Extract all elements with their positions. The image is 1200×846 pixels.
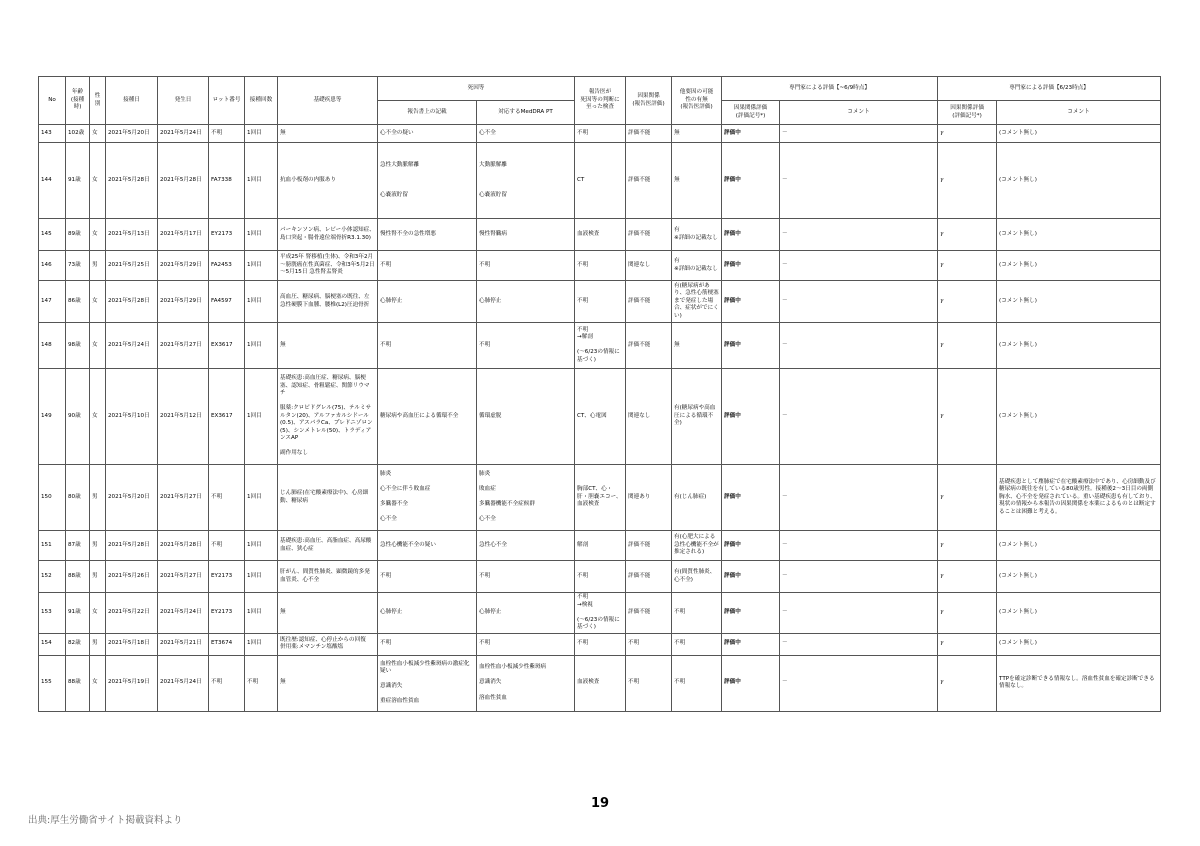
- row-sex: 女: [90, 219, 106, 251]
- row-cause-report: 心不全の疑い: [378, 125, 477, 143]
- row-dose: 不明: [245, 655, 278, 711]
- row-conditions: じん肺症(在宅酸素療法中)、心房細動、糖尿病: [278, 465, 378, 531]
- row-lot: EX3617: [209, 369, 245, 465]
- row-no: 154: [39, 633, 66, 655]
- row-conditions: 無: [278, 125, 378, 143]
- row-onset-date: 2021年5月29日: [158, 281, 209, 323]
- row-exam: 不明: [575, 561, 626, 593]
- row-expert1-comment: －: [780, 143, 938, 219]
- row-dose: 1回目: [245, 219, 278, 251]
- row-expert1-eval: 評価中: [722, 561, 780, 593]
- row-age: 73歳: [66, 251, 90, 281]
- row-lot: EY2173: [209, 593, 245, 634]
- row-cause-report: 肺炎 心不全に伴う敗血症 多臓器不全 心不全: [378, 465, 477, 531]
- row-expert2-eval: γ: [938, 323, 997, 369]
- row-onset-date: 2021年5月27日: [158, 561, 209, 593]
- row-sex: 女: [90, 143, 106, 219]
- row-expert1-comment: －: [780, 655, 938, 711]
- row-onset-date: 2021年5月24日: [158, 593, 209, 634]
- row-expert1-eval: 評価中: [722, 281, 780, 323]
- row-exam: 血液検査: [575, 655, 626, 711]
- row-no: 145: [39, 219, 66, 251]
- header-onset-date: 発生日: [158, 77, 209, 125]
- header-exam: 報告医が 死因等の判断に 至った検査: [575, 77, 626, 125]
- row-exam: 不明 →検視 (～6/23の情報に基づく): [575, 593, 626, 634]
- row-conditions: パーキンソン病、レビー小体認知症、島口突起・腸骨遠位端骨折R3.1.30): [278, 219, 378, 251]
- header-expert2-group: 専門家による評価【6/23時点】: [938, 77, 1161, 101]
- row-cause-report: 糖尿病や高血圧による循環不全: [378, 369, 477, 465]
- row-expert1-comment: －: [780, 465, 938, 531]
- table-row: [39, 561, 1161, 593]
- header-sex: 性別: [90, 77, 106, 125]
- row-expert2-comment: (コメント無し): [997, 251, 1161, 281]
- row-expert2-comment: (コメント無し): [997, 281, 1161, 323]
- row-onset-date: 2021年5月27日: [158, 323, 209, 369]
- row-other-cause: 不明: [672, 655, 722, 711]
- row-cause-report: 血栓性血小板減少性紫斑病の激症化疑い 意識消失 重症溶血性貧血: [378, 655, 477, 711]
- row-no: 146: [39, 251, 66, 281]
- row-no: 148: [39, 323, 66, 369]
- row-conditions: 無: [278, 593, 378, 634]
- row-cause-report: 不明: [378, 251, 477, 281]
- row-onset-date: 2021年5月27日: [158, 465, 209, 531]
- row-age: 82歳: [66, 633, 90, 655]
- row-lot: EY2173: [209, 561, 245, 593]
- row-vaccination-date: 2021年5月28日: [106, 281, 158, 323]
- row-sex: 女: [90, 593, 106, 634]
- row-expert1-eval: 評価中: [722, 633, 780, 655]
- row-vaccination-date: 2021年5月20日: [106, 465, 158, 531]
- row-expert1-eval: 評価中: [722, 465, 780, 531]
- header-other-cause: 他要因の可能 性の有無 (報告医評価): [672, 77, 722, 125]
- row-dose: 1回目: [245, 281, 278, 323]
- table-row: [39, 251, 1161, 281]
- row-cause-report: 不明: [378, 323, 477, 369]
- row-dose: 1回目: [245, 593, 278, 634]
- header-causality: 因果関係 (報告医評価): [626, 77, 672, 125]
- row-exam: CT、心電図: [575, 369, 626, 465]
- row-expert2-eval: γ: [938, 219, 997, 251]
- adverse-event-table: [38, 76, 1161, 712]
- row-other-cause: 無: [672, 125, 722, 143]
- row-expert1-eval: 評価中: [722, 219, 780, 251]
- row-no: 151: [39, 531, 66, 561]
- row-other-cause: 有(心肥大による急性心機能不全が推定される): [672, 531, 722, 561]
- row-expert1-comment: －: [780, 593, 938, 634]
- row-onset-date: 2021年5月24日: [158, 655, 209, 711]
- row-expert1-comment: －: [780, 219, 938, 251]
- row-sex: 女: [90, 323, 106, 369]
- row-lot: EY2173: [209, 219, 245, 251]
- row-expert2-eval: γ: [938, 633, 997, 655]
- row-expert2-comment: (コメント無し): [997, 369, 1161, 465]
- row-no: 144: [39, 143, 66, 219]
- row-expert2-eval: γ: [938, 655, 997, 711]
- row-causality: 関連あり: [626, 465, 672, 531]
- row-dose: 1回目: [245, 369, 278, 465]
- row-cause-meddra: 不明: [477, 251, 575, 281]
- row-expert1-comment: －: [780, 633, 938, 655]
- row-lot: 不明: [209, 531, 245, 561]
- row-no: 153: [39, 593, 66, 634]
- row-conditions: 既往歴:認知症、心停止からの回復 併用薬:メマンチン塩酸塩: [278, 633, 378, 655]
- row-exam: 不明: [575, 633, 626, 655]
- row-lot: FA4597: [209, 281, 245, 323]
- row-age: 86歳: [66, 281, 90, 323]
- row-age: 89歳: [66, 219, 90, 251]
- row-exam: CT: [575, 143, 626, 219]
- row-sex: 男: [90, 561, 106, 593]
- row-no: 155: [39, 655, 66, 711]
- table-row: [39, 369, 1161, 465]
- row-sex: 女: [90, 369, 106, 465]
- row-vaccination-date: 2021年5月20日: [106, 125, 158, 143]
- row-vaccination-date: 2021年5月25日: [106, 251, 158, 281]
- row-causality: 不明: [626, 655, 672, 711]
- row-vaccination-date: 2021年5月24日: [106, 323, 158, 369]
- row-cause-report: 心肺停止: [378, 281, 477, 323]
- row-expert1-comment: －: [780, 323, 938, 369]
- row-expert2-eval: γ: [938, 465, 997, 531]
- row-vaccination-date: 2021年5月22日: [106, 593, 158, 634]
- table-row: [39, 323, 1161, 369]
- row-conditions: 肝がん、間質性肺炎、顕微鏡的多発血管炎、心不全: [278, 561, 378, 593]
- row-vaccination-date: 2021年5月13日: [106, 219, 158, 251]
- row-causality: 評価不能: [626, 125, 672, 143]
- header-no: No: [39, 77, 66, 125]
- row-expert2-comment: (コメント無し): [997, 219, 1161, 251]
- row-causality: 評価不能: [626, 593, 672, 634]
- source-note: 出典:厚生労働省サイト掲載資料より: [28, 815, 183, 826]
- row-age: 87歳: [66, 531, 90, 561]
- row-conditions: 無: [278, 323, 378, 369]
- row-expert2-eval: γ: [938, 251, 997, 281]
- row-cause-meddra: 急性心不全: [477, 531, 575, 561]
- row-lot: 不明: [209, 655, 245, 711]
- header-age: 年齢 (接種 時): [66, 77, 90, 125]
- row-no: 147: [39, 281, 66, 323]
- row-cause-meddra: 循環虚脱: [477, 369, 575, 465]
- row-no: 143: [39, 125, 66, 143]
- row-conditions: 高血圧、糖尿病、脳梗塞の既往、左急性硬膜下血腫、腰椎(L2)圧迫骨折: [278, 281, 378, 323]
- row-lot: ET3674: [209, 633, 245, 655]
- row-dose: 1回目: [245, 633, 278, 655]
- row-cause-meddra: 血栓性血小板減少性紫斑病 意識消失 溶血性貧血: [477, 655, 575, 711]
- row-other-cause: 有 ※詳細の記載なし: [672, 251, 722, 281]
- row-expert1-eval: 評価中: [722, 323, 780, 369]
- row-causality: 関連なし: [626, 369, 672, 465]
- row-expert2-eval: γ: [938, 369, 997, 465]
- row-expert1-comment: －: [780, 281, 938, 323]
- row-expert1-eval: 評価中: [722, 125, 780, 143]
- row-no: 152: [39, 561, 66, 593]
- row-vaccination-date: 2021年5月26日: [106, 561, 158, 593]
- row-vaccination-date: 2021年5月18日: [106, 633, 158, 655]
- row-expert2-comment: 基礎疾患として塵肺症で在宅酸素療法中であり、心房細動及び糖尿病の既往を有している80歳男性。接種後2～3日目の両側胸水、心不全を発症されている。重い基礎疾患も有しており、現状の情報から本報告の因果関係を本薬によるものとは断定することは困難と考える。: [997, 465, 1161, 531]
- header-expert1-comment: コメント: [780, 101, 938, 125]
- header-cause-meddra: 対応するMedDRA PT: [477, 101, 575, 125]
- row-sex: 女: [90, 125, 106, 143]
- row-expert1-comment: －: [780, 251, 938, 281]
- table-row: [39, 219, 1161, 251]
- row-expert2-comment: (コメント無し): [997, 593, 1161, 634]
- row-vaccination-date: 2021年5月19日: [106, 655, 158, 711]
- row-sex: 男: [90, 251, 106, 281]
- row-exam: 不明 →解剖 (～6/23の情報に基づく): [575, 323, 626, 369]
- row-sex: 男: [90, 465, 106, 531]
- header-expert2-eval: 因果関係評価 (評価記号*): [938, 101, 997, 125]
- row-causality: 評価不能: [626, 219, 672, 251]
- row-other-cause: 不明: [672, 633, 722, 655]
- row-other-cause: 不明: [672, 593, 722, 634]
- row-dose: 1回目: [245, 531, 278, 561]
- row-dose: 1回目: [245, 561, 278, 593]
- row-other-cause: 有 ※詳細の記載なし: [672, 219, 722, 251]
- row-other-cause: 有(糖尿病や高血圧による循環不全): [672, 369, 722, 465]
- row-exam: 不明: [575, 251, 626, 281]
- row-expert1-eval: 評価中: [722, 531, 780, 561]
- row-conditions: 平成25年 腎移植(生体)、令和3年2月～膀胱癌在性真菌症、令和3年5月2日～5月15日 急性腎盂腎炎: [278, 251, 378, 281]
- row-causality: 不明: [626, 633, 672, 655]
- row-lot: EX3617: [209, 323, 245, 369]
- row-onset-date: 2021年5月21日: [158, 633, 209, 655]
- row-other-cause: 無: [672, 323, 722, 369]
- row-cause-meddra: 肺炎 敗血症 多臓器機能不全症候群 心不全: [477, 465, 575, 531]
- row-cause-meddra: 心肺停止: [477, 281, 575, 323]
- row-expert1-comment: －: [780, 561, 938, 593]
- row-expert2-eval: γ: [938, 281, 997, 323]
- row-lot: FA2453: [209, 251, 245, 281]
- row-expert1-eval: 評価中: [722, 251, 780, 281]
- row-other-cause: 有(じん肺症): [672, 465, 722, 531]
- table-row: [39, 143, 1161, 219]
- table-row: [39, 655, 1161, 711]
- row-age: 80歳: [66, 465, 90, 531]
- header-expert1-group: 専門家による評価【~6/9時点】: [722, 77, 938, 101]
- row-exam: 胸部CT、心・肝・胆嚢エコー、血液検査: [575, 465, 626, 531]
- row-expert2-eval: γ: [938, 561, 997, 593]
- row-age: 102歳: [66, 125, 90, 143]
- row-causality: 評価不能: [626, 323, 672, 369]
- row-cause-meddra: 心不全: [477, 125, 575, 143]
- row-exam: 不明: [575, 125, 626, 143]
- row-other-cause: 有(間質性肺炎、心不全): [672, 561, 722, 593]
- row-causality: 評価不能: [626, 281, 672, 323]
- row-onset-date: 2021年5月24日: [158, 125, 209, 143]
- row-onset-date: 2021年5月28日: [158, 143, 209, 219]
- row-cause-report: 心肺停止: [378, 593, 477, 634]
- row-expert1-comment: －: [780, 125, 938, 143]
- row-lot: 不明: [209, 465, 245, 531]
- row-cause-meddra: 慢性腎臓病: [477, 219, 575, 251]
- header-conditions: 基礎疾患等: [278, 77, 378, 125]
- row-causality: 評価不能: [626, 143, 672, 219]
- row-expert2-comment: (コメント無し): [997, 633, 1161, 655]
- row-no: 149: [39, 369, 66, 465]
- row-other-cause: 無: [672, 143, 722, 219]
- row-expert1-eval: 評価中: [722, 655, 780, 711]
- row-vaccination-date: 2021年5月10日: [106, 369, 158, 465]
- row-causality: 関連なし: [626, 251, 672, 281]
- row-cause-meddra: 大動脈解離 心嚢液貯留: [477, 143, 575, 219]
- header-cause-report: 報告書上の記載: [378, 101, 477, 125]
- row-onset-date: 2021年5月29日: [158, 251, 209, 281]
- row-expert1-comment: －: [780, 369, 938, 465]
- table-row: [39, 531, 1161, 561]
- row-dose: 1回目: [245, 125, 278, 143]
- row-cause-report: 急性心機能不全の疑い: [378, 531, 477, 561]
- table-row: [39, 281, 1161, 323]
- row-exam: 解剖: [575, 531, 626, 561]
- header-vaccination-date: 接種日: [106, 77, 158, 125]
- row-dose: 1回目: [245, 143, 278, 219]
- row-dose: 1回目: [245, 323, 278, 369]
- row-lot: FA7338: [209, 143, 245, 219]
- table-row: [39, 633, 1161, 655]
- row-expert1-comment: －: [780, 531, 938, 561]
- row-conditions: 基礎疾患:高血圧、高脂血症、高尿酸血症、狭心症: [278, 531, 378, 561]
- row-expert2-comment: (コメント無し): [997, 531, 1161, 561]
- row-age: 91歳: [66, 593, 90, 634]
- row-age: 91歳: [66, 143, 90, 219]
- row-expert2-eval: γ: [938, 531, 997, 561]
- header-dose: 接種回数: [245, 77, 278, 125]
- row-conditions: 抗血小板剤の内服あり: [278, 143, 378, 219]
- row-expert1-eval: 評価中: [722, 369, 780, 465]
- table-row: [39, 125, 1161, 143]
- row-expert2-eval: γ: [938, 143, 997, 219]
- row-dose: 1回目: [245, 465, 278, 531]
- row-exam: 血液検査: [575, 219, 626, 251]
- row-age: 98歳: [66, 323, 90, 369]
- page-number: 19: [590, 796, 610, 811]
- row-age: 88歳: [66, 561, 90, 593]
- row-expert2-eval: γ: [938, 593, 997, 634]
- row-conditions: 基礎疾患:高血圧症、糖尿病、脳梗塞、認知症、骨粗鬆症、関節リウマチ 服薬:クロピドグレル(75)、テルミサルタン(20)、アルファカルシドール(0.5)、アスパラCa、プレドニゾロン(5)、シンメトレル(50)、トラディアンスAP 副作用なし: [278, 369, 378, 465]
- row-age: 88歳: [66, 655, 90, 711]
- row-onset-date: 2021年5月17日: [158, 219, 209, 251]
- row-other-cause: 有(糖尿病があり、急性心筋梗塞まで発症した場合、症状がでにくい): [672, 281, 722, 323]
- row-sex: 男: [90, 531, 106, 561]
- row-cause-meddra: 心肺停止: [477, 593, 575, 634]
- row-vaccination-date: 2021年5月28日: [106, 143, 158, 219]
- row-expert2-comment: (コメント無し): [997, 561, 1161, 593]
- row-dose: 1回目: [245, 251, 278, 281]
- header-cause-group: 死因等: [378, 77, 575, 101]
- row-cause-meddra: 不明: [477, 633, 575, 655]
- row-cause-report: 慢性腎不全の急性増悪: [378, 219, 477, 251]
- row-expert2-eval: γ: [938, 125, 997, 143]
- row-cause-report: 不明: [378, 561, 477, 593]
- row-exam: 不明: [575, 281, 626, 323]
- row-onset-date: 2021年5月28日: [158, 531, 209, 561]
- row-onset-date: 2021年5月12日: [158, 369, 209, 465]
- row-cause-report: 不明: [378, 633, 477, 655]
- table-row: [39, 593, 1161, 634]
- row-sex: 女: [90, 281, 106, 323]
- row-expert2-comment: (コメント無し): [997, 323, 1161, 369]
- row-vaccination-date: 2021年5月28日: [106, 531, 158, 561]
- row-no: 150: [39, 465, 66, 531]
- row-lot: 不明: [209, 125, 245, 143]
- row-expert1-eval: 評価中: [722, 143, 780, 219]
- row-cause-meddra: 不明: [477, 323, 575, 369]
- row-expert2-comment: TTPを確定診断できる情報なし。溶血性貧血を確定診断できる情報なし。: [997, 655, 1161, 711]
- row-age: 90歳: [66, 369, 90, 465]
- header-expert1-eval: 因果関係評価 (評価記号*): [722, 101, 780, 125]
- row-causality: 評価不能: [626, 531, 672, 561]
- row-expert1-eval: 評価中: [722, 593, 780, 634]
- row-cause-meddra: 不明: [477, 561, 575, 593]
- table-row: [39, 465, 1161, 531]
- row-causality: 評価不能: [626, 561, 672, 593]
- row-expert2-comment: (コメント無し): [997, 143, 1161, 219]
- row-expert2-comment: (コメント無し): [997, 125, 1161, 143]
- row-cause-report: 急性大動脈解離 心嚢液貯留: [378, 143, 477, 219]
- row-sex: 男: [90, 633, 106, 655]
- header-expert2-comment: コメント: [997, 101, 1161, 125]
- row-conditions: 無: [278, 655, 378, 711]
- row-sex: 女: [90, 655, 106, 711]
- header-lot: ロット番号: [209, 77, 245, 125]
